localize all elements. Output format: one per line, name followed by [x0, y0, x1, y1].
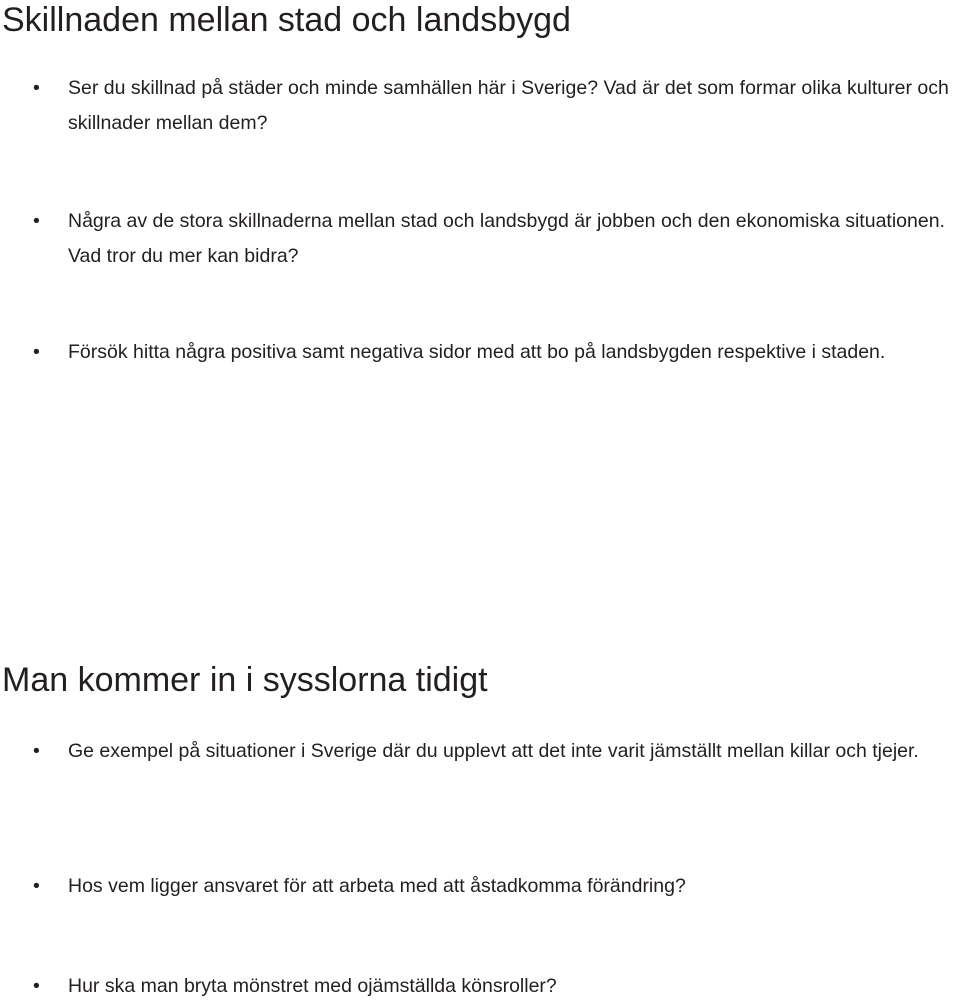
section-heading-stad-landsbygd: Skillnaden mellan stad och landsbygd — [2, 1, 571, 39]
bullet-text: Ser du skillnad på städer och minde samhällen här i Sverige? Vad är det som formar olika kulturer och skillnader mellan dem? — [68, 77, 949, 134]
section-heading-sysslorna: Man kommer in i sysslorna tidigt — [2, 661, 488, 699]
bullet-item — [0, 734, 960, 769]
bullet-item — [0, 335, 960, 370]
bullet-item — [0, 71, 960, 141]
bullet-item — [0, 204, 960, 274]
bullet-marker: • — [33, 740, 40, 762]
bullet-item — [0, 869, 960, 904]
bullet-marker: • — [33, 210, 40, 232]
bullet-item — [0, 969, 960, 1004]
bullet-marker: • — [33, 341, 40, 363]
bullet-text: Försök hitta några positiva samt negativa sidor med att bo på landsbygden respektive i staden. — [68, 341, 886, 363]
bullet-marker: • — [33, 77, 40, 99]
bullet-text: Hur ska man bryta mönstret med ojämställda könsroller? — [68, 975, 557, 997]
bullet-text: Ge exempel på situationer i Sverige där du upplevt att det inte varit jämställt mellan killar och tjejer. — [68, 740, 919, 762]
bullet-text: Några av de stora skillnaderna mellan stad och landsbygd är jobben och den ekonomiska situationen. Vad tror du mer kan bidra? — [68, 210, 945, 267]
bullet-marker: • — [33, 975, 40, 997]
bullet-marker: • — [33, 875, 40, 897]
bullet-text: Hos vem ligger ansvaret för att arbeta med att åstadkomma förändring? — [68, 875, 686, 897]
